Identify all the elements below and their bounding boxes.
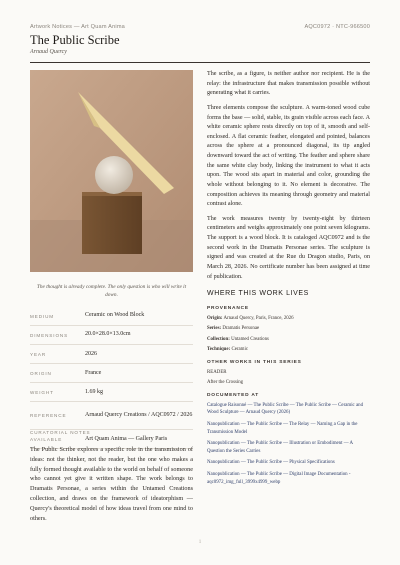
- meta-row-dimensions: [30, 326, 193, 345]
- where-heading: WHERE THIS WORK LIVES: [207, 290, 309, 298]
- meta-value: Arnaud Quercy Creations / AQC0972 / 2026: [85, 412, 193, 419]
- documented-link[interactable]: Nanopublication — The Public Scribe — Digital Image Documentation - aqc0972_img_full_3999x4999_webp: [207, 471, 351, 485]
- documented-link[interactable]: Nanopublication — The Public Scribe — The Relay — Naming a Gap in the Transmission Model: [207, 421, 358, 435]
- meta-row-year: [30, 345, 193, 364]
- ceramic-sphere: [95, 156, 133, 194]
- prov-key: Origin:: [207, 316, 223, 322]
- artwork-photo: [30, 70, 193, 272]
- provenance-label: PROVENANCE: [207, 306, 249, 312]
- meta-row-reference: [30, 402, 193, 430]
- artist-name: Arnaud Quercy: [30, 49, 67, 55]
- reference-code: AQC0972 · NTC-966500: [304, 24, 370, 30]
- provenance-series: [207, 325, 370, 333]
- prov-key: Technique:: [207, 346, 231, 352]
- page-title: The Public Scribe: [30, 33, 120, 47]
- header-divider: [30, 62, 370, 63]
- meta-value: Art Quam Anima — Gallery Paris: [85, 435, 168, 442]
- prov-value: Untamed Creations: [231, 336, 269, 342]
- provenance-origin: [207, 315, 370, 323]
- documented-link[interactable]: Nanopublication — The Public Scribe — Physical Specifications: [207, 460, 335, 466]
- top-bar: [30, 24, 370, 30]
- photo-caption: The thought is already complete. The only question is who will write it down.: [36, 284, 187, 299]
- other-work-item: READER: [207, 369, 227, 375]
- description-paragraph: The scribe, as a figure, is neither author nor recipient. He is the relay: the infrastructure that makes transmission possible without generating what it carries.: [207, 71, 370, 97]
- provenance-collection: [207, 336, 370, 344]
- provenance-technique: [207, 346, 370, 354]
- wood-cube: [82, 192, 142, 254]
- curatorial-text: The Public Scribe explores a specific role in the transmission of ideas: not the thinker, not the reader, but the one who makes a fully formed thought available to the world on behalf of someone who cannot yet give it written shape. The work belongs to Dramatis Personae, a series within the Untamed Creations collection, and draws on the framework of ideatorphism — Quercy's theoretical model of how ideas travel from one mind to others.: [30, 446, 193, 522]
- meta-row-medium: [30, 307, 193, 326]
- meta-key: DIMENSIONS: [30, 332, 69, 338]
- documented-link[interactable]: Nanopublication — The Public Scribe — Illustration or Embodiment — A Question the Series Carries: [207, 441, 353, 454]
- prov-key: Series:: [207, 326, 222, 332]
- meta-value: France: [85, 369, 102, 376]
- curatorial-label: CURATORIAL NOTES: [30, 430, 91, 435]
- meta-value: Ceramic on Wood Block: [85, 312, 145, 319]
- meta-value: 2026: [85, 350, 97, 357]
- documented-link[interactable]: Catalogue Raisonné — The Public Scribe — The Public Scribe — Ceramic and Wood Sculpture — Arnaud Quercy (2026): [207, 402, 364, 416]
- documented-label: DOCUMENTED AT: [207, 392, 259, 398]
- meta-key: YEAR: [30, 351, 47, 357]
- meta-key: AVAILABLE: [30, 436, 63, 442]
- prov-value: Arnaud Quercy, Paris, France, 2026: [223, 316, 294, 322]
- meta-key: WEIGHT: [30, 389, 54, 395]
- prov-key: Collection:: [207, 336, 230, 342]
- description-column: [207, 70, 370, 490]
- meta-key: ORIGIN: [30, 370, 52, 376]
- meta-value: 1.69 kg: [85, 388, 103, 395]
- meta-row-origin: [30, 364, 193, 383]
- other-works-label: OTHER WORKS IN THIS SERIES: [207, 359, 302, 365]
- other-work-item: After the Crossing: [207, 379, 244, 385]
- meta-key: MEDIUM: [30, 313, 55, 319]
- kicker: Artwork Notices — Art Quam Anima: [30, 24, 125, 30]
- meta-value: 20.0×28.0×13.0cm: [85, 331, 131, 338]
- metadata-table: [30, 307, 193, 449]
- description-paragraph: Three elements compose the sculpture. A warm-toned wood cube forms the base — solid, stable, its grain visible across each face. A white ceramic sphere rests directly on top of it, smooth and self-enclosed. A flat ceramic feather, elongated and pointed, balances across the sphere at a pronounced diagonal, its tip angled downward toward the act of writing. The feather and sphere share the same white clay body, linking the instrument to what it acts upon. The wood sits apart in material and color, grounding the whole without belonging to it. No element is decorative. The composition achieves its meaning through geometry and material contrast alone.: [207, 104, 370, 208]
- page-number: 1: [198, 540, 202, 545]
- prov-value: Ceramic: [231, 346, 249, 352]
- description-paragraph: The work measures twenty by twenty-eight by thirteen centimeters and weighs approximately one point seven kilograms. The support is a wood block. It is cataloged AQC0972 and is the second work in the Dramatis Personae series. The sculpture is signed and was created at the Rue du Dragon studio, Paris, on March 28, 2026. No certificate number has been assigned at time of publication.: [207, 215, 370, 280]
- prov-value: Dramatis Personae: [222, 326, 260, 332]
- meta-row-weight: [30, 383, 193, 402]
- meta-key: REFERENCE: [30, 413, 67, 419]
